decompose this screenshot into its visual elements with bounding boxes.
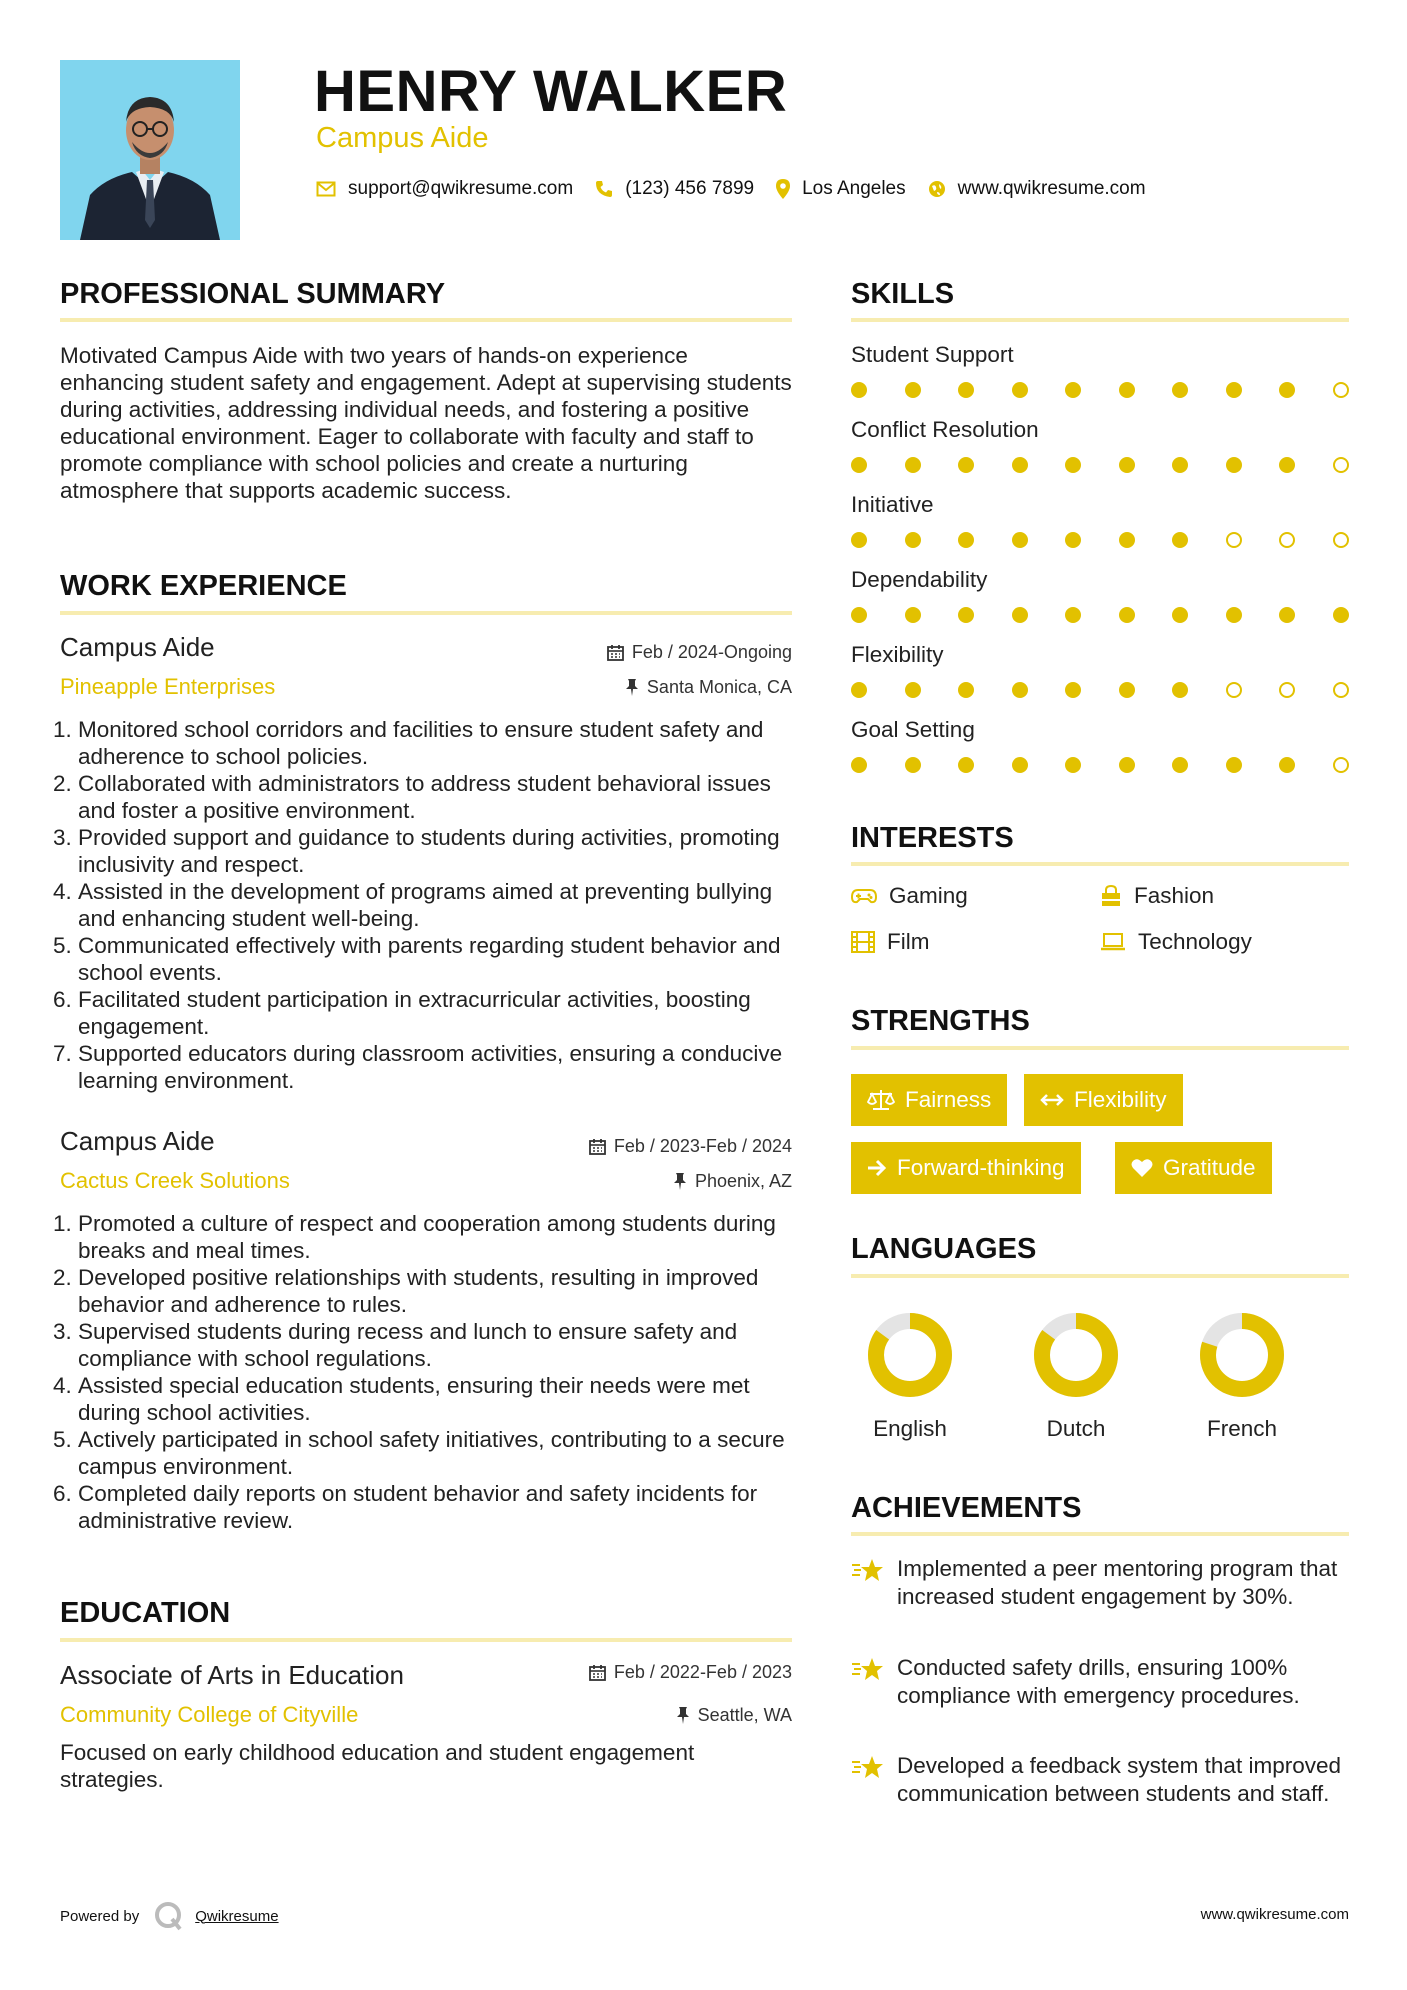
- skill-name: Student Support: [851, 342, 1014, 367]
- rating-dot-filled: [958, 757, 974, 773]
- website-text: www.qwikresume.com: [957, 178, 1146, 199]
- rating-dot-filled: [905, 532, 921, 548]
- skill-name: Flexibility: [851, 642, 944, 667]
- rating-dot-filled: [1279, 607, 1295, 623]
- job-dates-text: Feb / 2024-Ongoing: [631, 642, 792, 662]
- rating-dot-empty: [1333, 382, 1349, 398]
- rating-dot-filled: [1065, 457, 1081, 473]
- rating-dot-filled: [1333, 607, 1349, 623]
- job-location: [673, 1171, 792, 1192]
- rating-dot-filled: [905, 757, 921, 773]
- duty-item: 2. Collaborated with administrators to address student behavioral issues and foster a positive environment.: [78, 770, 796, 824]
- language-donut: [1197, 1310, 1287, 1400]
- contact-website[interactable]: [928, 178, 1146, 200]
- email-text: support@qwikresume.com: [348, 178, 574, 199]
- rating-dot-empty: [1333, 757, 1349, 773]
- job-location-text: Santa Monica, CA: [646, 677, 792, 697]
- star-icon: [851, 1656, 885, 1682]
- contact-location: [776, 178, 906, 200]
- duty-item: 2. Developed positive relationships with students, resulting in improved behavior and adherence to rules.: [78, 1264, 796, 1318]
- achievements-heading: ACHIEVEMENTS: [851, 1492, 1082, 1524]
- skill-name: Dependability: [851, 567, 988, 592]
- rating-dot-filled: [1012, 532, 1028, 548]
- rating-dot-filled: [1226, 607, 1242, 623]
- company-name: Cactus Creek Solutions: [60, 1168, 290, 1193]
- duty-item: 7. Supported educators during classroom activities, ensuring a conducive learning environment.: [78, 1040, 796, 1094]
- rating-dot-filled: [1012, 457, 1028, 473]
- rating-dot-filled: [1279, 457, 1295, 473]
- brand-link[interactable]: Qwikresume: [195, 1907, 279, 1925]
- interest-label: Technology: [1138, 929, 1252, 954]
- rating-dot-filled: [1119, 382, 1135, 398]
- rating-dot-filled: [1119, 757, 1135, 773]
- calendar-icon: [589, 1138, 606, 1155]
- strength-badge-flexibility: [1024, 1074, 1183, 1126]
- interest-label: Film: [887, 929, 930, 954]
- rating-dot-filled: [1012, 607, 1028, 623]
- rating-dot-filled: [851, 532, 867, 548]
- pushpin-icon: [676, 1707, 690, 1724]
- duty-item: 3. Supervised students during recess and lunch to ensure safety and compliance with school regulations.: [78, 1318, 796, 1372]
- education-dates-text: Feb / 2022-Feb / 2023: [613, 1662, 792, 1682]
- contact-email[interactable]: [316, 178, 573, 200]
- education-location-text: Seattle, WA: [697, 1705, 792, 1725]
- rating-dot-filled: [1226, 757, 1242, 773]
- degree-title: Associate of Arts in Education: [60, 1660, 404, 1690]
- shopping-bag-icon: [1100, 885, 1122, 907]
- interest-label: Fashion: [1134, 883, 1215, 908]
- duty-item: 3. Provided support and guidance to students during activities, promoting inclusivity and respect.: [78, 824, 796, 878]
- envelope-icon: [316, 181, 336, 197]
- achievement-item: [851, 1654, 1349, 1710]
- skill-rating: [851, 757, 1349, 773]
- interest-fashion: [1100, 883, 1214, 909]
- duty-item: 6. Facilitated student participation in extracurricular activities, boosting engagement.: [78, 986, 796, 1040]
- education-description: Focused on early childhood education and student engagement strategies.: [60, 1740, 695, 1792]
- achievement-item: [851, 1752, 1349, 1808]
- skill-rating: [851, 382, 1349, 398]
- company-name: Pineapple Enterprises: [60, 674, 276, 699]
- summary-divider: [60, 318, 792, 322]
- education-heading: EDUCATION: [60, 1597, 231, 1629]
- rating-dot-filled: [1172, 457, 1188, 473]
- globe-icon: [928, 180, 946, 198]
- rating-dot-filled: [1172, 607, 1188, 623]
- job-duties-list: [60, 716, 796, 1094]
- duty-item: 5. Communicated effectively with parents regarding student behavior and school events.: [78, 932, 796, 986]
- rating-dot-filled: [1279, 757, 1295, 773]
- rating-dot-filled: [1119, 532, 1135, 548]
- summary-heading: PROFESSIONAL SUMMARY: [60, 278, 446, 310]
- education-dates: [589, 1662, 792, 1683]
- rating-dot-filled: [851, 682, 867, 698]
- pushpin-icon: [673, 1173, 687, 1190]
- laptop-icon: [1100, 933, 1126, 951]
- rating-dot-filled: [1172, 382, 1188, 398]
- gamepad-icon: [851, 888, 877, 904]
- rating-dot-empty: [1226, 532, 1242, 548]
- arrow-right-icon: [867, 1159, 887, 1177]
- star-icon: [851, 1754, 885, 1780]
- job-dates-text: Feb / 2023-Feb / 2024: [613, 1136, 792, 1156]
- interest-label: Gaming: [889, 883, 968, 908]
- job-title: Campus Aide: [60, 1126, 215, 1156]
- school-name: Community College of Cityville: [60, 1702, 359, 1727]
- phone-icon: [595, 180, 613, 198]
- duty-item: 6. Completed daily reports on student behavior and safety incidents for administrative review.: [78, 1480, 796, 1534]
- rating-dot-empty: [1333, 457, 1349, 473]
- rating-dot-filled: [1012, 757, 1028, 773]
- duty-item: 4. Assisted in the development of programs aimed at preventing bullying and enhancing student well-being.: [78, 878, 796, 932]
- rating-dot-filled: [958, 382, 974, 398]
- achievement-text: Conducted safety drills, ensuring 100% compliance with emergency procedures.: [897, 1655, 1300, 1708]
- rating-dot-filled: [1065, 382, 1081, 398]
- duty-item: 4. Assisted special education students, ensuring their needs were met during school activities.: [78, 1372, 796, 1426]
- language-name: French: [1206, 1416, 1278, 1441]
- achievement-item: [851, 1555, 1349, 1611]
- rating-dot-filled: [958, 457, 974, 473]
- rating-dot-filled: [958, 682, 974, 698]
- rating-dot-empty: [1279, 682, 1295, 698]
- candidate-name: HENRY WALKER: [314, 59, 788, 124]
- rating-dot-filled: [905, 607, 921, 623]
- job-location-text: Phoenix, AZ: [694, 1171, 792, 1191]
- rating-dot-filled: [1279, 382, 1295, 398]
- rating-dot-filled: [1119, 457, 1135, 473]
- languages-heading: LANGUAGES: [851, 1233, 1037, 1265]
- achievement-text: Developed a feedback system that improved communication between students and staff.: [897, 1753, 1341, 1806]
- skill-name: Conflict Resolution: [851, 417, 1039, 442]
- rating-dot-empty: [1226, 682, 1242, 698]
- job-title: Campus Aide: [60, 632, 215, 662]
- rating-dot-filled: [1226, 382, 1242, 398]
- pushpin-icon: [625, 679, 639, 696]
- strengths-heading: STRENGTHS: [851, 1005, 1030, 1037]
- footer-url[interactable]: www.qwikresume.com: [1200, 1906, 1349, 1923]
- strength-label: Fairness: [905, 1087, 992, 1112]
- job-duties-list: [60, 1210, 796, 1534]
- language-name: English: [873, 1416, 947, 1441]
- skill-rating: [851, 682, 1349, 698]
- skill-rating: [851, 607, 1349, 623]
- skills-divider: [851, 318, 1349, 322]
- balance-scale-icon: [867, 1089, 895, 1111]
- calendar-icon: [589, 1664, 606, 1681]
- skill-rating: [851, 532, 1349, 548]
- language-name: Dutch: [1046, 1416, 1106, 1441]
- achievements-divider: [851, 1532, 1349, 1536]
- location-text: Los Angeles: [802, 178, 906, 199]
- phone-text: (123) 456 7899: [625, 178, 755, 199]
- contact-phone[interactable]: [595, 178, 754, 200]
- strength-label: Flexibility: [1074, 1087, 1167, 1112]
- rating-dot-filled: [1065, 607, 1081, 623]
- rating-dot-empty: [1333, 682, 1349, 698]
- arrows-horizontal-icon: [1040, 1093, 1064, 1107]
- interests-heading: INTERESTS: [851, 822, 1014, 854]
- qwikresume-logo-icon: [153, 1900, 185, 1932]
- languages-divider: [851, 1274, 1349, 1278]
- experience-divider: [60, 611, 792, 615]
- rating-dot-filled: [1172, 757, 1188, 773]
- rating-dot-filled: [905, 457, 921, 473]
- interest-gaming: [851, 883, 968, 909]
- job-dates: [589, 1136, 792, 1157]
- rating-dot-filled: [1065, 532, 1081, 548]
- calendar-icon: [607, 644, 624, 661]
- job-location: [625, 677, 792, 698]
- language-donut: [1031, 1310, 1121, 1400]
- summary-text: Motivated Campus Aide with two years of hands-on experience enhancing student safety and engagement. Adept at supervising students during activities, addressing individual needs, and fostering a positive educational environment. Eager to collaborate with faculty and staff to promote compliance with school policies and create a nurturing atmosphere that supports academic success.: [60, 343, 792, 503]
- duty-item: 1. Promoted a culture of respect and cooperation among students during breaks and meal times.: [78, 1210, 796, 1264]
- rating-dot-filled: [1119, 682, 1135, 698]
- profile-photo: [60, 60, 240, 240]
- star-icon: [851, 1557, 885, 1583]
- rating-dot-filled: [1065, 757, 1081, 773]
- rating-dot-filled: [1172, 532, 1188, 548]
- interests-divider: [851, 862, 1349, 866]
- strength-badge-fairness: [851, 1074, 1007, 1126]
- film-icon: [851, 931, 875, 953]
- duty-item: 5. Actively participated in school safety initiatives, contributing to a secure campus environment.: [78, 1426, 796, 1480]
- candidate-title: Campus Aide: [316, 122, 489, 154]
- skill-rating: [851, 457, 1349, 473]
- strength-label: Forward-thinking: [897, 1155, 1065, 1180]
- rating-dot-filled: [958, 532, 974, 548]
- duty-item: 1. Monitored school corridors and facilities to ensure student safety and adherence to school policies.: [78, 716, 796, 770]
- education-location: [676, 1705, 792, 1726]
- strength-badge-gratitude: [1115, 1142, 1272, 1194]
- rating-dot-filled: [851, 457, 867, 473]
- rating-dot-filled: [851, 382, 867, 398]
- map-marker-icon: [776, 179, 790, 199]
- rating-dot-empty: [1279, 532, 1295, 548]
- skill-name: Initiative: [851, 492, 934, 517]
- education-divider: [60, 1638, 792, 1642]
- experience-heading: WORK EXPERIENCE: [60, 570, 347, 602]
- strength-badge-forward-thinking: [851, 1142, 1081, 1194]
- rating-dot-filled: [851, 757, 867, 773]
- footer-powered-by: [60, 1900, 279, 1932]
- achievement-text: Implemented a peer mentoring program that increased student engagement by 30%.: [897, 1556, 1338, 1609]
- heart-icon: [1131, 1158, 1153, 1178]
- rating-dot-filled: [1226, 457, 1242, 473]
- rating-dot-filled: [851, 607, 867, 623]
- rating-dot-filled: [905, 382, 921, 398]
- strength-label: Gratitude: [1163, 1155, 1256, 1180]
- interest-film: [851, 929, 929, 955]
- interest-technology: [1100, 929, 1252, 955]
- rating-dot-filled: [905, 682, 921, 698]
- rating-dot-filled: [1119, 607, 1135, 623]
- rating-dot-filled: [958, 607, 974, 623]
- rating-dot-filled: [1012, 382, 1028, 398]
- contact-bar: [316, 178, 1168, 200]
- rating-dot-filled: [1172, 682, 1188, 698]
- strengths-divider: [851, 1046, 1349, 1050]
- skill-name: Goal Setting: [851, 717, 975, 742]
- job-dates: [607, 642, 792, 663]
- language-donut: [865, 1310, 955, 1400]
- rating-dot-filled: [1065, 682, 1081, 698]
- rating-dot-filled: [1012, 682, 1028, 698]
- rating-dot-empty: [1333, 532, 1349, 548]
- powered-by-text: Powered by: [60, 1907, 140, 1925]
- skills-heading: SKILLS: [851, 278, 955, 310]
